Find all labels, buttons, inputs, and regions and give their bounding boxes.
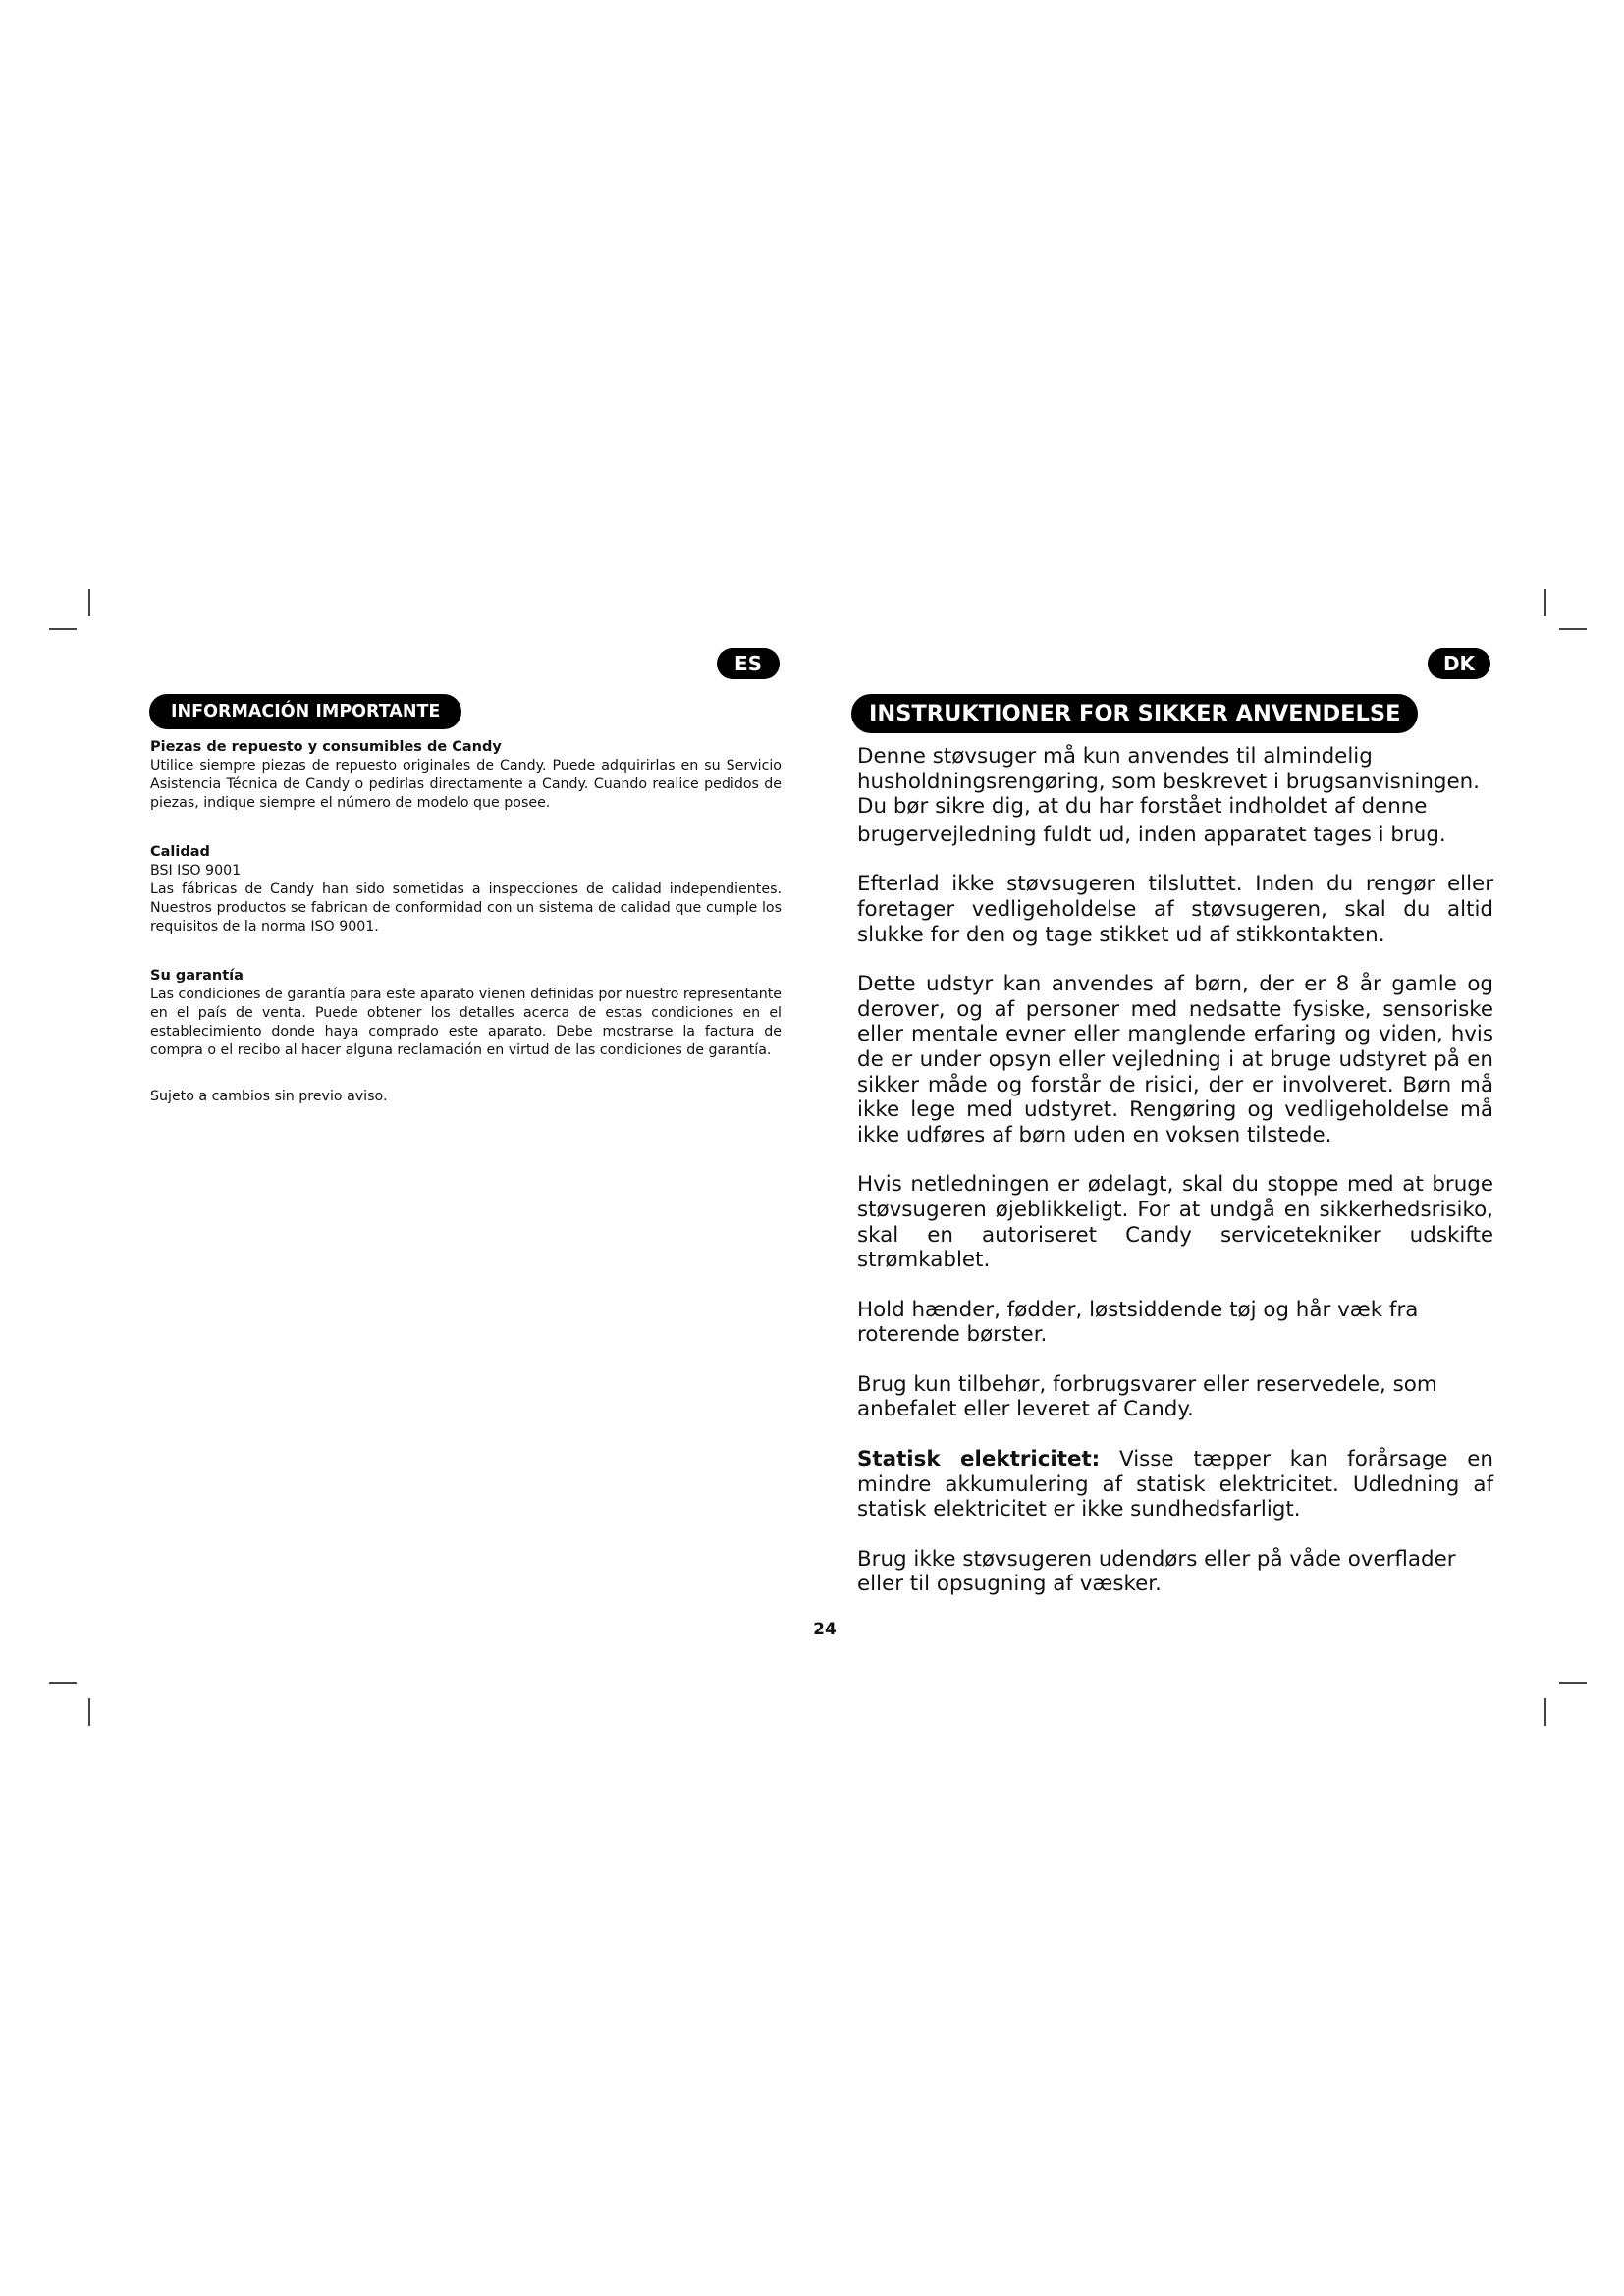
section-title-es: INFORMACIÓN IMPORTANTE: [149, 694, 461, 729]
paragraph-accessories: Brug kun tilbehør, forbrugsvarer eller reservedele, som anbefalet eller leveret af Candy.: [857, 1371, 1437, 1422]
section-body: Las fábricas de Candy han sido sometidas a inspecciones de calidad independientes. Nuestros productos se fabrican de conformidad con un sistema de calidad que cumple los requisitos de la norma ISO 9001.: [150, 881, 782, 934]
paragraph-intro-end: brugervejledning fuldt ud, inden apparatet tages i brug.: [857, 822, 1446, 847]
crop-mark: [1559, 1682, 1587, 1684]
paragraph-brushes: Hold hænder, fødder, løstsiddende tøj og hår væk fra roterende børster.: [857, 1297, 1419, 1348]
paragraph-unplug: Efterlad ikke støvsugeren tilsluttet. Inden du rengør eller foretager vedligeholdelse af støvsugeren, skal du altid slukke for den og tage stikket ud af stikkontakten.: [857, 872, 1493, 947]
section-heading: Calidad: [150, 844, 210, 860]
static-body: Visse tæpper kan forårsage en mindre akkumulering af statisk elektricitet. Udledning af statisk elektricitet er ikke sundhedsfarligt.: [857, 1447, 1493, 1522]
intro-line: Denne støvsuger må kun anvendes til almindelig: [857, 744, 1373, 769]
dk-content: [857, 744, 1493, 1622]
page-number: 24: [813, 1620, 837, 1639]
language-badge-dk: DK: [1428, 648, 1490, 679]
section-heading: Su garantía: [150, 968, 244, 984]
intro-line: Du bør sikre dig, at du har forstået indholdet af denne: [857, 794, 1428, 820]
paragraph-children: Dette udstyr kan anvendes af børn, der er 8 år gamle og derover, og af personer med nedsatte fysiske, sensoriske eller mentale evner eller manglende erfaring og viden, hvis de er under opsyn eller vejledning i at bruge udstyret på en sikker måde og forstår de risici, der er involveret. Børn må ikke lege med udstyret. Rengøring og vedligeholdelse må ikke udføres af børn uden en voksen tilstede.: [857, 972, 1493, 1148]
static-label: Statisk elektricitet:: [857, 1447, 1101, 1472]
paragraph-power-cord: Hvis netledningen er ødelagt, skal du stoppe med at bruge støvsugeren øjeblikkeligt. For at undgå en sikkerhedsrisiko, skal en autoriseret Candy servicetekniker udskifte strømkablet.: [857, 1172, 1493, 1273]
paragraph-intro: [857, 744, 1493, 820]
section-body: Utilice siempre piezas de repuesto originales de Candy. Puede adquirirlas en su Servicio Asistencia Técnica de Candy o pedirlas directamente a Candy. Cuando realice pedidos de piezas, indique siempre el número de modelo que posee.: [150, 758, 782, 811]
crop-mark: [1544, 1698, 1546, 1726]
section-warranty: [150, 967, 782, 1060]
crop-mark: [88, 1698, 90, 1726]
section-subheading: BSI ISO 9001: [150, 863, 242, 879]
section-body: Las condiciones de garantía para este aparato vienen definidas por nuestro representante en el país de venta. Puede obtener los detalles acerca de estas condiciones en el establecimiento donde haya comprado este aparato. Debe mostrarse la factura de compra o el recibo al hacer alguna reclamación en virtud de las condiciones de garantía.: [150, 987, 782, 1058]
crop-mark: [1544, 589, 1546, 616]
paragraph-outdoor: Brug ikke støvsugeren udendørs eller på våde overflader eller til opsugning af væsker.: [857, 1546, 1456, 1597]
crop-mark: [49, 1682, 77, 1684]
language-badge-es: ES: [717, 648, 780, 679]
crop-mark: [88, 589, 90, 616]
section-spare-parts: [150, 738, 782, 813]
footer-note: Sujeto a cambios sin previo aviso.: [150, 1089, 388, 1104]
intro-line: husholdningsrengøring, som beskrevet i brugsanvisningen.: [857, 769, 1480, 794]
paragraph-static: [857, 1447, 1493, 1522]
crop-mark: [1559, 628, 1587, 630]
es-content: [150, 738, 782, 1106]
section-heading: Piezas de repuesto y consumibles de Candy: [150, 739, 502, 755]
section-title-dk: INSTRUKTIONER FOR SIKKER ANVENDELSE: [851, 694, 1418, 733]
crop-mark: [49, 628, 77, 630]
section-quality: [150, 843, 782, 936]
